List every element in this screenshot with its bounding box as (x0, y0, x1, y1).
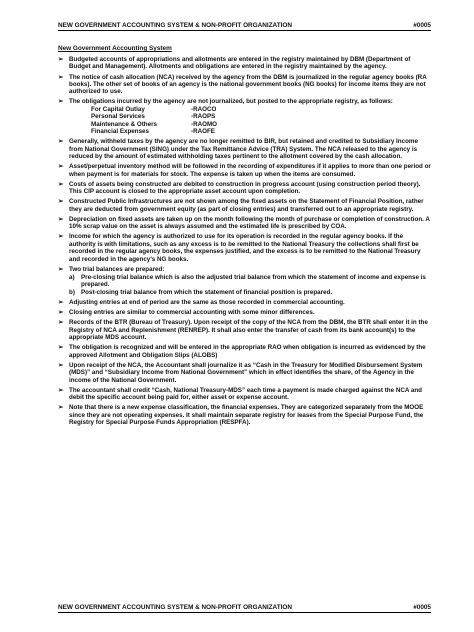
list-item: ➢ Costs of assets being constructed are debited to construction in progress account (using construction period theory). This CIP account is closed to the appropriate asset account upon completion. (58, 180, 421, 196)
arrow-bullet-icon: ➢ (58, 265, 64, 273)
arrow-bullet-icon: ➢ (58, 344, 64, 352)
arrow-bullet-icon: ➢ (58, 386, 64, 394)
registry-table (69, 106, 431, 136)
arrow-bullet-icon: ➢ (58, 361, 64, 369)
arrow-bullet-icon: ➢ (58, 163, 64, 171)
sub-list-item: a) Pre-closing trial balance which is also the adjusted trial balance from which the statement of income and expense is prepared. (69, 273, 426, 289)
registry-row: Financial Expenses -RAOFE (91, 128, 215, 136)
content-list (58, 56, 431, 429)
sub-list-item: b) Post-closing trial balance from which the statement of financial position is prepared. (69, 289, 333, 297)
list-item: ➢ Generally, withheld taxes by the agency are no longer remitted to BIR, but retained and credited to Subsidiary Income from National Government (SING) under the Tax Remittance Advice (TRA) System. The NCA released to the agency is reduced by the amount of estimated withholding taxes pertinent to the allotment covered by the cash allocation. (58, 138, 418, 161)
section-title: New Government Accounting System (58, 45, 172, 52)
registry-row: Personal Services -RAOPS (91, 113, 216, 121)
arrow-bullet-icon: ➢ (58, 198, 64, 206)
header-title: NEW GOVERNMENT ACCOUNTING SYSTEM & NON-PROFIT ORGANIZATION (58, 22, 292, 29)
registry-row: For Capital Outlay -RAOCO (91, 105, 217, 113)
list-item: ➢ The notice of cash allocation (NCA) received by the agency from the DBM is journalized in the regular agency books (RA books). The other set of books of an agency is the national government books (NG books) for income items they are not authorized to use. (58, 73, 427, 96)
list-item: ➢ The obligation is recognized and will be entered in the appropriate RAO when obligation is incurred as evidenced by the approved Allotment and Obligation Slips (ALOBS) (58, 344, 426, 359)
page-footer (58, 604, 431, 613)
header-page-number: #0005 (413, 22, 431, 29)
arrow-bullet-icon: ➢ (58, 309, 64, 317)
page-header (58, 22, 431, 31)
list-item: ➢ Closing entries are similar to commercial accounting with some minor differences. (58, 309, 315, 317)
footer-page-number: #0005 (413, 604, 431, 611)
list-item: ➢ Constructed Public Infrastructures are not shown among the fixed assets on the Statement of Financial Position, rather they are deducted from government equity (as part of closing entries) and transferred out to an appropriate registry. (58, 198, 424, 213)
list-item: ➢ Income for which the agency is authorized to use for its operation is recorded in the regular agency books. If the authority is with limitations, such as any excess is to be remitted to the National Treasury the collections shall first be recorded in the regular agency books, the expenses justified, and the excess is to be remitted to the National Treasury and recorded in the agency’s NG books. (58, 233, 421, 263)
arrow-bullet-icon: ➢ (58, 56, 64, 63)
arrow-bullet-icon: ➢ (58, 299, 64, 307)
list-item: ➢ Asset/perpetual inventory method will be followed in the recording of expenditures if it applies to more than one period or when payment is for materials for stock. The expense is taken up when the items are consumed. (58, 163, 431, 178)
arrow-bullet-icon: ➢ (58, 404, 64, 412)
arrow-bullet-icon: ➢ (58, 319, 64, 327)
list-item: ➢ Records of the BTR (Bureau of Treasury). Upon receipt of the copy of the NCA from the DBM, the BTR shall enter it in the Registry of NCA and Replenishment (RENREP). It shall also enter the transfer of cash from its bank account(s) to the appropriate MDS account. (58, 319, 428, 342)
arrow-bullet-icon: ➢ (58, 215, 64, 223)
arrow-bullet-icon: ➢ (58, 98, 64, 106)
list-item: ➢ Upon receipt of the NCA, the Accountant shall journalize it as “Cash in the Treasury for Modified Disbursement System (MDS)” and “Subsidiary Income from National Government” which in effect identifies the share, of the Agency in the income of the National Government. (58, 361, 423, 384)
arrow-bullet-icon: ➢ (58, 180, 64, 188)
arrow-bullet-icon: ➢ (58, 138, 64, 146)
list-item: ➢ Note that there is a new expense classification, the financial expenses. They are categorized separately from the MOOE since they are not operating expenses. It shall maintain separate registry for leases from the Special Purpose Fund, the Registry for Special Purpose Funds Appropriation (RESPFA). (58, 404, 424, 426)
list-item: ➢ The accountant shall credit “Cash, National Treasury-MDS” each time a payment is made charged against the NCA and debit the specific account being paid for, either asset or expense account. (58, 386, 422, 402)
arrow-bullet-icon: ➢ (58, 233, 64, 241)
list-item: ➢ Adjusting entries at end of period are the same as those recorded in commercial accounting. (58, 299, 345, 307)
footer-title: NEW GOVERNMENT ACCOUNTING SYSTEM & NON-PROFIT ORGANIZATION (58, 604, 292, 611)
list-item: ➢ Two trial balances are prepared: a) Pre-closing trial balance which is also the adjusted trial balance from which the statement of income and expense is prepared. b) Post-closing trial balance from which the statement of financial position is prepared. (58, 266, 431, 297)
list-item: ➢ The obligations incurred by the agency are not journalized, but posted to the appropriate registry, as follows: For Capital Outlay -RAOCO Personal Services -RAOPS Maintenance & Others -RAOMO Financial Expenses -RAOFE (58, 98, 431, 135)
list-item: ➢ Budgeted accounts of appropriations and allotments are entered in the registry maintained by DBM (Department of Budget and Management). Allotments and obligations are entered in the registry maintained by the agency. (58, 56, 411, 71)
arrow-bullet-icon: ➢ (58, 73, 64, 81)
list-item: ➢ Depreciation on fixed assets are taken up on the month following the month of purchase or completion of construction. A 10% scrap value on the asset is always assumed and the estimated life is prescribed by COA. (58, 215, 430, 231)
registry-row: Maintenance & Others -RAOMO (91, 120, 218, 128)
